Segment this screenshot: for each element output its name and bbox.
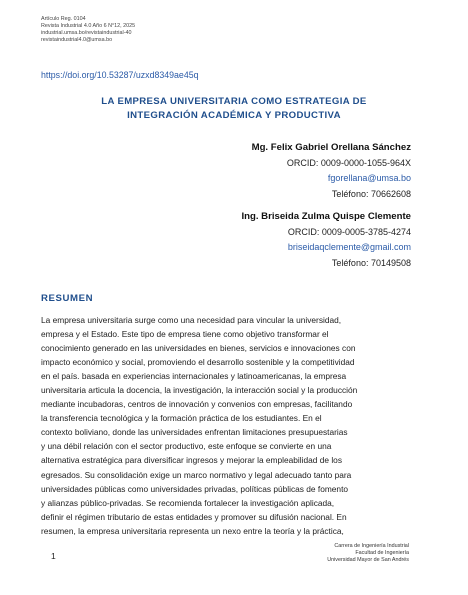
footer-line: Carrera de Ingeniería Industrial [334, 543, 409, 549]
abstract-line: universidades públicas como universidades privadas, políticas públicas de fomento [41, 483, 349, 494]
abstract-line: empresa y el Estado. Este tipo de empresa tiene como objetivo transformar el [41, 329, 329, 340]
abstract-line: alternativa estratégica para diversificar ingresos y mejorar la empleabilidad de los [41, 455, 342, 466]
abstract-line: contexto boliviano, donde las universidades enfrentan limitaciones presupuestarias [41, 427, 348, 438]
author-orcid: ORCID: 0009-0000-1055-964X [286, 157, 411, 168]
author-block-1 [252, 140, 411, 202]
author-email-link[interactable]: briseidaqclemente@gmail.com [287, 242, 411, 252]
author-name: Ing. Briseida Zulma Quispe Clemente [241, 211, 411, 222]
author-block-2 [241, 209, 411, 271]
abstract-heading: RESUMEN [41, 293, 94, 304]
abstract-line: en el país. basada en experiencias internacionales y latinoamericanas, la empresa [41, 371, 347, 382]
doi-link[interactable]: https://doi.org/10.53287/uzxd8349ae45q [41, 70, 199, 80]
header-line: Revista Industrial 4.0 Año 6 N°12, 2025 [41, 22, 136, 29]
abstract-line: conocimiento generado en las universidades en bienes, servicios e innovaciones con [41, 343, 356, 354]
article-title [41, 95, 427, 123]
abstract-body [41, 313, 427, 538]
abstract-line: La empresa universitaria surge como una necesidad para vincular la universidad, [41, 315, 342, 325]
title-line: INTEGRACIÓN ACADÉMICA Y PRODUCTIVA [127, 110, 341, 121]
abstract-line: mediante incubadoras, centros de innovación y convenios con empresas, facilitando [41, 399, 353, 410]
footer-line: Facultad de Ingeniería [355, 550, 409, 557]
author-phone: Teléfono: 70662608 [331, 188, 411, 199]
abstract-line: y una débil relación con el sector productivo, este enfoque se convierte en una [41, 441, 332, 452]
abstract-line: definir el régimen tributario de estas entidades y promover su difusión nacional. En [41, 511, 347, 522]
title-line: LA EMPRESA UNIVERSITARIA COMO ESTRATEGIA DE [101, 96, 367, 107]
header-line: Artículo Reg. 0104 [41, 16, 86, 22]
header-line: industrial.umsa.bo/revistaindustrial-40 [41, 29, 132, 36]
footer-line: Universidad Mayor de San Andrés [327, 557, 409, 564]
author-email-link[interactable]: fgorellana@umsa.bo [327, 173, 411, 183]
abstract-line: resumen, la empresa universitaria representa un nexo entre la teoría y la práctica, [41, 525, 344, 536]
abstract-line: universitaria articula la docencia, la investigación, la interacción social y la producción [41, 385, 358, 396]
abstract-line: y alianzas público-privadas. Se recomienda fortalecer la investigación aplicada, [41, 497, 335, 508]
author-orcid: ORCID: 0009-0005-3785-4274 [287, 226, 411, 237]
abstract-line: egresados. Su consolidación exige un marco normativo y legal adecuado tanto para [41, 469, 352, 480]
abstract-line: impacto económico y social, promoviendo el desarrollo sostenible y la competitividad [41, 357, 355, 368]
author-name: Mg. Felix Gabriel Orellana Sánchez [251, 142, 411, 153]
institution-footer [327, 543, 409, 565]
header-line: revistaindustrial4.0@umsa.bo [41, 36, 113, 43]
journal-header [41, 16, 135, 44]
page-number: 1 [51, 551, 56, 561]
author-phone: Teléfono: 70149508 [331, 257, 411, 268]
abstract-line: la transferencia tecnológica y la formación práctica de los estudiantes. En el [41, 413, 322, 424]
